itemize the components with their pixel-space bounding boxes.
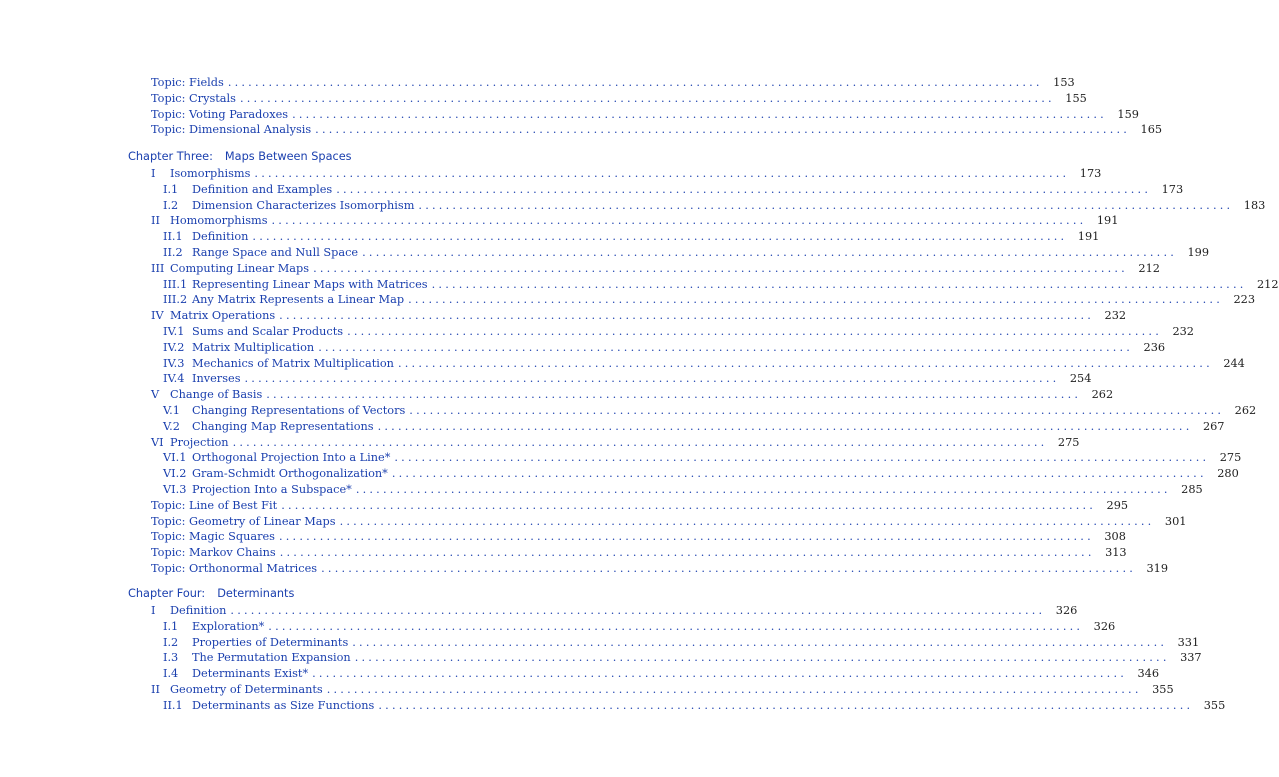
dot-leader: ........................................................................................................................ xyxy=(377,419,1193,433)
toc-entry-number: IV.3 xyxy=(163,356,185,370)
toc-entry[interactable] xyxy=(151,435,1080,451)
toc-entry-page-number: 275 xyxy=(1219,451,1242,465)
dot-leader: ........................................................................................................................ xyxy=(252,230,1068,244)
dot-leader: ........................................................................................................................ xyxy=(352,635,1168,649)
toc-entry-title: Matrix Multiplication xyxy=(192,340,315,354)
toc-entry-page-number: 223 xyxy=(1233,293,1256,307)
toc-entry-page-number: 244 xyxy=(1223,356,1245,370)
toc-entry-page-number: 355 xyxy=(1203,698,1226,712)
dot-leader: ........................................................................................................................ xyxy=(391,467,1207,481)
toc-entry-page-number: 153 xyxy=(1053,76,1075,89)
chapter-three-label: Chapter Three: xyxy=(128,150,213,163)
toc-entry-page-number: 155 xyxy=(1065,91,1087,105)
toc-entry-title: Definition xyxy=(170,604,227,617)
toc-entry-page-number: 346 xyxy=(1137,667,1160,681)
toc-entry-title: Topic: Dimensional Analysis xyxy=(151,123,312,137)
toc-entry-page-number: 331 xyxy=(1177,635,1200,649)
toc-entry-number: III.1 xyxy=(163,277,188,291)
dot-leader: ........................................................................................................................ xyxy=(355,483,1171,496)
toc-entry-page-number: 191 xyxy=(1096,214,1119,228)
toc-entry-page-number: 313 xyxy=(1105,546,1127,560)
toc-entry-title: Computing Linear Maps xyxy=(170,261,310,275)
dot-leader: ........................................................................................................................ xyxy=(397,356,1213,370)
dot-leader: ........................................................................................................................ xyxy=(266,388,1082,402)
toc-entry-title: Projection xyxy=(170,435,229,449)
toc-entry-number: II xyxy=(151,683,160,696)
chapter-four-name: Determinants xyxy=(217,587,295,600)
toc-entry-title: Topic: Voting Paradoxes xyxy=(151,107,289,121)
toc-entry-title: Geometry of Determinants xyxy=(170,683,323,696)
dot-leader: ........................................................................................................................ xyxy=(321,562,1137,575)
toc-entry-title: Any Matrix Represents a Linear Map xyxy=(192,293,405,307)
toc-entry-title: The Permutation Expansion xyxy=(192,651,351,665)
toc-entry-title: Topic: Orthonormal Matrices xyxy=(151,562,318,575)
toc-entry[interactable] xyxy=(163,245,1210,261)
toc-entry-page-number: 173 xyxy=(1161,182,1184,196)
toc-entry-number: II.1 xyxy=(163,698,183,712)
toc-entry-title: Definition xyxy=(192,230,249,244)
toc-entry-number: VI.1 xyxy=(163,451,187,465)
toc-entry[interactable] xyxy=(151,107,1139,123)
toc-entry[interactable] xyxy=(151,213,1119,229)
toc-entry-page-number: 165 xyxy=(1140,123,1163,137)
toc-entry-title: Determinants Exist* xyxy=(192,667,309,681)
toc-entry-title: Dimension Characterizes Isomorphism xyxy=(192,198,415,212)
toc-entry[interactable] xyxy=(151,603,1078,619)
dot-leader: ........................................................................................................................ xyxy=(281,498,1097,512)
toc-entry[interactable] xyxy=(163,619,1116,635)
toc-entry-page-number: 183 xyxy=(1243,198,1266,212)
toc-entry-number: I.1 xyxy=(163,182,179,196)
toc-entry[interactable] xyxy=(163,650,1202,666)
dot-leader: ........................................................................................................................ xyxy=(279,309,1095,323)
toc-entry-page-number: 275 xyxy=(1057,435,1080,449)
toc-entry-page-number: 285 xyxy=(1181,483,1203,496)
toc-entry-number: I.4 xyxy=(163,667,179,681)
toc-entry-number: I xyxy=(151,604,156,617)
toc-entry-number: IV xyxy=(151,309,164,323)
toc-entry-title: Matrix Operations xyxy=(170,309,276,323)
toc-entry-page-number: 236 xyxy=(1143,340,1166,354)
toc-entry-number: III.2 xyxy=(163,293,188,307)
dot-leader: ........................................................................................................................ xyxy=(315,123,1131,137)
toc-entry-title: Changing Map Representations xyxy=(192,419,374,433)
toc-entry[interactable] xyxy=(151,514,1187,530)
chapter-four-label: Chapter Four: xyxy=(128,587,206,600)
toc-entry[interactable] xyxy=(163,229,1100,245)
toc-entry-number: I xyxy=(151,167,156,180)
toc-entry-number: II.2 xyxy=(163,246,183,259)
toc-entry[interactable] xyxy=(151,387,1114,403)
toc-entry-title: Topic: Geometry of Linear Maps xyxy=(151,514,336,528)
toc-entry[interactable] xyxy=(151,122,1163,138)
toc-entry-page-number: 267 xyxy=(1202,419,1225,433)
toc-entry-page-number: 212 xyxy=(1138,261,1160,275)
toc-entry-title: Topic: Crystals xyxy=(151,91,236,105)
dot-leader: ........................................................................................................................ xyxy=(408,293,1224,307)
toc-entry-title: Topic: Markov Chains xyxy=(151,546,276,560)
toc-entry-title: Topic: Magic Squares xyxy=(151,530,275,544)
toc-entry[interactable] xyxy=(163,482,1203,498)
toc-entry-title: Determinants as Size Functions xyxy=(192,698,375,712)
toc-entry-title: Changing Representations of Vectors xyxy=(192,404,406,417)
toc-entry-title: Sums and Scalar Products xyxy=(192,325,344,338)
toc-entry-page-number: 212 xyxy=(1256,277,1279,291)
toc-entry-page-number: 326 xyxy=(1093,619,1116,633)
toc-entry-title: Exploration* xyxy=(192,619,265,633)
toc-entry-page-number: 232 xyxy=(1104,309,1127,323)
toc-entry-number: VI xyxy=(151,435,164,449)
toc-entry-title: Representing Linear Maps with Matrices xyxy=(192,277,428,291)
toc-entry[interactable] xyxy=(163,356,1245,372)
toc-entry-page-number: 280 xyxy=(1217,467,1239,481)
toc-entry[interactable] xyxy=(163,403,1257,419)
toc-entry[interactable] xyxy=(163,371,1092,387)
dot-leader: ........................................................................................................................ xyxy=(409,404,1225,417)
toc-entry-page-number: 199 xyxy=(1187,246,1210,259)
dot-leader: ........................................................................................................................ xyxy=(362,246,1178,259)
toc-entry-title: Topic: Line of Best Fit xyxy=(151,498,278,512)
chapter-three-heading[interactable] xyxy=(128,150,352,163)
dot-leader: ........................................................................................................................ xyxy=(239,91,1055,105)
toc-entry[interactable] xyxy=(151,166,1102,182)
toc-entry[interactable] xyxy=(163,466,1239,482)
toc-entry-title: Range Space and Null Space xyxy=(192,246,359,259)
toc-entry[interactable] xyxy=(163,698,1226,714)
toc-entry-page-number: 337 xyxy=(1180,651,1202,665)
toc-entry-title: Definition and Examples xyxy=(192,182,333,196)
dot-leader: ........................................................................................................................ xyxy=(230,604,1046,617)
toc-entry-page-number: 355 xyxy=(1152,683,1174,696)
dot-leader: ........................................................................................................................ xyxy=(279,546,1095,560)
toc-entry[interactable] xyxy=(163,198,1266,214)
toc-entry[interactable] xyxy=(163,182,1184,198)
dot-leader: ........................................................................................................................ xyxy=(312,667,1128,681)
toc-entry[interactable] xyxy=(151,682,1174,698)
toc-entry[interactable] xyxy=(151,545,1127,561)
toc-entry-number: II xyxy=(151,214,160,228)
toc-entry-number: V.1 xyxy=(163,404,180,417)
toc-entry[interactable] xyxy=(151,308,1127,324)
toc-entry-page-number: 159 xyxy=(1117,107,1139,121)
toc-entry-title: Change of Basis xyxy=(170,388,263,402)
toc-entry-title: Mechanics of Matrix Multiplication xyxy=(192,356,394,370)
toc-entry-title: Isomorphisms xyxy=(170,167,251,180)
toc-entry-page-number: 173 xyxy=(1079,167,1102,180)
toc-entry[interactable] xyxy=(163,324,1194,340)
dot-leader: ........................................................................................................................ xyxy=(354,651,1170,665)
dot-leader: ........................................................................................................................ xyxy=(244,372,1060,386)
toc-entry-page-number: 301 xyxy=(1164,514,1187,528)
toc-entry[interactable] xyxy=(151,75,1075,91)
dot-leader: ........................................................................................................................ xyxy=(232,435,1048,449)
toc-entry-number: I.3 xyxy=(163,651,179,665)
toc-entry[interactable] xyxy=(163,419,1225,435)
dot-leader: ........................................................................................................................ xyxy=(313,261,1128,275)
toc-entry-number: I.1 xyxy=(163,619,179,633)
dot-leader: ........................................................................................................................ xyxy=(378,698,1194,712)
toc-entry-title: Orthogonal Projection Into a Line* xyxy=(192,451,391,465)
chapter-four-heading[interactable] xyxy=(128,587,294,600)
dot-leader: ........................................................................................................................ xyxy=(418,198,1234,212)
toc-entry-title: Inverses xyxy=(192,372,241,386)
toc-entry[interactable] xyxy=(151,91,1087,107)
toc-entry-title: Gram-Schmidt Orthogonalization* xyxy=(192,467,388,481)
toc-entry-page-number: 262 xyxy=(1234,404,1257,417)
toc-entry-page-number: 191 xyxy=(1077,230,1100,244)
toc-entry[interactable] xyxy=(163,340,1166,356)
dot-leader: ........................................................................................................................ xyxy=(278,530,1094,544)
dot-leader: ........................................................................................................................ xyxy=(227,76,1043,89)
dot-leader: ........................................................................................................................ xyxy=(347,325,1162,338)
toc-entry[interactable] xyxy=(163,292,1256,308)
toc-entry-number: III xyxy=(151,261,165,275)
toc-entry-number: VI.2 xyxy=(163,467,187,481)
toc-entry-number: V.2 xyxy=(163,419,180,433)
dot-leader: ........................................................................................................................ xyxy=(326,683,1142,696)
toc-entry-page-number: 254 xyxy=(1069,372,1092,386)
dot-leader: ........................................................................................................................ xyxy=(268,619,1084,633)
dot-leader: ........................................................................................................................ xyxy=(318,340,1134,354)
dot-leader: ........................................................................................................................ xyxy=(394,451,1210,465)
toc-entry-number: IV.2 xyxy=(163,340,185,354)
toc-entry-title: Topic: Fields xyxy=(151,76,224,89)
toc-entry[interactable] xyxy=(151,529,1126,545)
toc-entry-number: IV.1 xyxy=(163,325,185,338)
toc-entry-number: I.2 xyxy=(163,635,179,649)
dot-leader: ........................................................................................................................ xyxy=(431,277,1247,291)
toc-entry-page-number: 319 xyxy=(1146,562,1169,575)
toc-entry[interactable] xyxy=(163,635,1200,651)
toc-entry[interactable] xyxy=(163,450,1242,466)
toc-entry-number: IV.4 xyxy=(163,372,185,386)
toc-entry-page-number: 295 xyxy=(1106,498,1129,512)
chapter-three-name: Maps Between Spaces xyxy=(224,150,352,163)
toc-entry-page-number: 232 xyxy=(1172,325,1194,338)
dot-leader: ........................................................................................................................ xyxy=(336,182,1152,196)
toc-entry[interactable] xyxy=(151,561,1169,577)
toc-entry-title: Homomorphisms xyxy=(170,214,268,228)
toc-entry-number: VI.3 xyxy=(163,483,187,496)
toc-entry-number: V xyxy=(151,388,160,402)
toc-entry-page-number: 308 xyxy=(1104,530,1126,544)
toc-entry-title: Properties of Determinants xyxy=(192,635,349,649)
toc-entry[interactable] xyxy=(163,277,1279,293)
dot-leader: ........................................................................................................................ xyxy=(339,514,1155,528)
toc-entry-page-number: 326 xyxy=(1055,604,1078,617)
toc-entry-number: I.2 xyxy=(163,198,179,212)
toc-entry-title: Projection Into a Subspace* xyxy=(192,483,352,496)
dot-leader: ........................................................................................................................ xyxy=(271,214,1087,228)
toc-entry[interactable] xyxy=(151,498,1129,514)
toc-entry-number: II.1 xyxy=(163,230,183,244)
toc-entry[interactable] xyxy=(151,261,1160,277)
dot-leader: ........................................................................................................................ xyxy=(254,167,1070,180)
dot-leader: ........................................................................................................................ xyxy=(292,107,1107,121)
toc-entry[interactable] xyxy=(163,666,1160,682)
toc-entry-page-number: 262 xyxy=(1091,388,1114,402)
